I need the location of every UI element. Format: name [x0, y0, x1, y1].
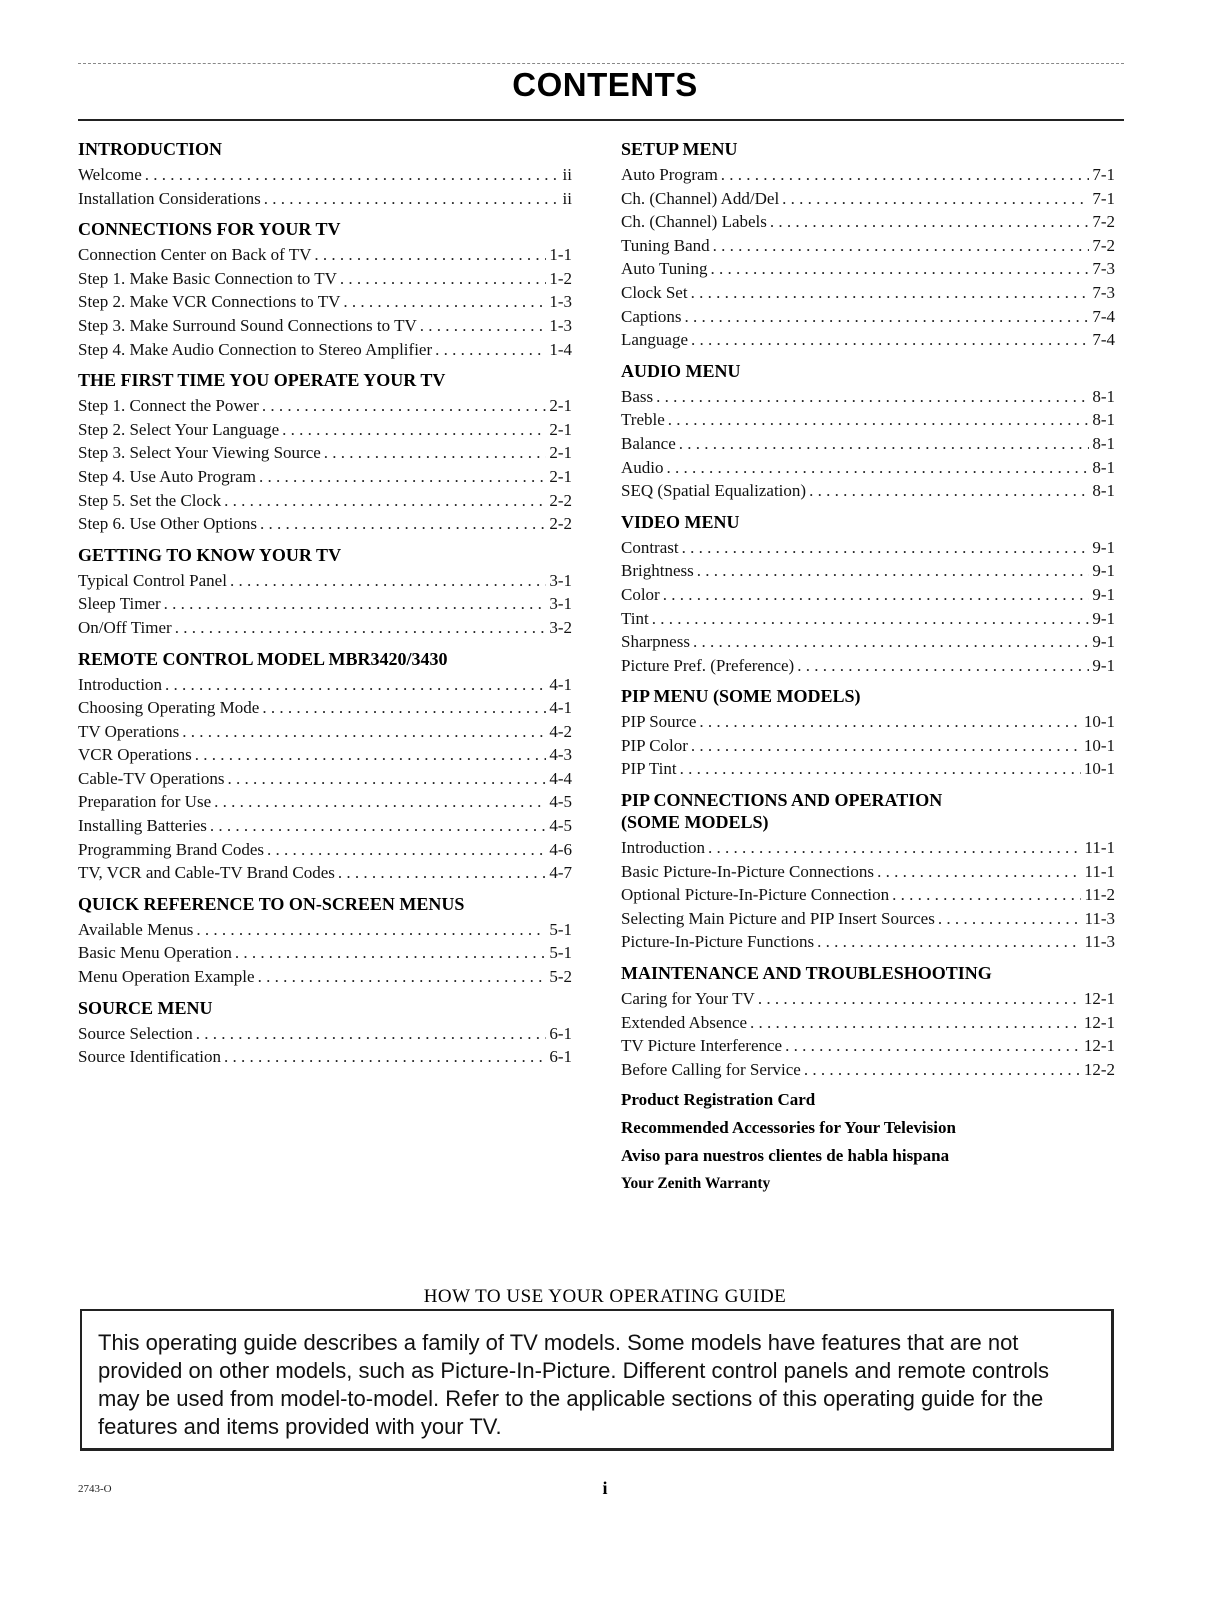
toc-entry-label: Programming Brand Codes — [78, 839, 265, 859]
toc-entry — [621, 1058, 1115, 1082]
toc-entry-page: 11-3 — [1084, 932, 1115, 952]
toc-entry — [78, 243, 572, 267]
dot-leader — [145, 163, 560, 187]
dot-leader — [196, 918, 546, 942]
toc-entry — [621, 305, 1115, 329]
toc-entry-label: Bass — [621, 386, 654, 406]
toc-entry-label: Menu Operation Example — [78, 967, 255, 987]
toc-entry-page: ii — [562, 165, 572, 184]
dot-leader — [684, 305, 1089, 329]
toc-entry — [78, 314, 572, 338]
toc-entry-label: Source Selection — [78, 1023, 193, 1043]
toc-entry-label: Auto Program — [621, 165, 718, 184]
toc-section-pip-menu-some-models — [621, 685, 1115, 781]
toc-entry-label: Step 4. Make Audio Connection to Stereo Amplifier — [78, 339, 433, 359]
toc-entry — [621, 408, 1115, 432]
top-rule — [78, 63, 1124, 64]
toc-entry-page: 2-1 — [549, 396, 572, 416]
dot-leader — [691, 734, 1081, 758]
toc-entry — [78, 418, 572, 442]
toc-entry-label: Source Identification — [78, 1047, 222, 1067]
dot-leader — [697, 559, 1090, 583]
toc-entry — [621, 860, 1115, 884]
toc-entry — [621, 1034, 1115, 1058]
toc-entry-label: Before Calling for Service — [621, 1059, 801, 1079]
toc-entry-label: Picture-In-Picture Functions — [621, 932, 815, 952]
toc-entry-page: 4-5 — [549, 792, 572, 812]
toc-right-sections — [621, 138, 1115, 1081]
toc-entry-label: Auto Tuning — [621, 259, 708, 279]
toc-entry-page: 7-2 — [1092, 212, 1115, 232]
toc-entry-label: Sharpness — [621, 632, 690, 652]
toc-entry-page: 11-1 — [1084, 838, 1115, 858]
howto-title: HOW TO USE YOUR OPERATING GUIDE — [423, 1286, 787, 1307]
toc-entry — [621, 234, 1115, 258]
toc-entry-page: 2-2 — [549, 490, 572, 510]
dot-leader — [699, 710, 1080, 734]
toc-section-connections-for-your-tv — [78, 218, 572, 361]
toc-entry — [78, 489, 572, 513]
toc-entry-page: 12-2 — [1083, 1059, 1115, 1079]
toc-entry-page: 5-1 — [549, 943, 572, 963]
toc-entry-label: Step 2. Make VCR Connections to TV — [78, 292, 341, 312]
dot-leader — [938, 907, 1082, 931]
dot-leader — [182, 720, 546, 744]
toc-entry-page: 4-2 — [549, 721, 572, 741]
toc-entry-page: 4-4 — [549, 768, 572, 788]
toc-section-the-first-time-you-operate-your-tv — [78, 369, 572, 536]
toc-entry-page: 11-1 — [1084, 861, 1115, 881]
section-heading: PIP CONNECTIONS AND OPERATION (SOME MODELS) — [621, 790, 943, 833]
toc-entry-page: 3-2 — [549, 617, 572, 637]
toc-entry — [621, 630, 1115, 654]
toc-entry-page: 1-2 — [549, 268, 572, 288]
toc-entry — [621, 187, 1115, 211]
toc-entry-label: Treble — [621, 410, 665, 430]
toc-entry-label: Contrast — [621, 537, 679, 557]
toc-entry — [621, 328, 1115, 352]
toc-entry-label: Introduction — [78, 674, 163, 694]
toc-section-remote-control-model-mbr3420-3430 — [78, 648, 572, 885]
toc-entry-label: Caring for Your TV — [621, 989, 755, 1009]
toc-entry-page: 10-1 — [1083, 759, 1115, 779]
dot-leader — [165, 673, 546, 697]
section-heading: QUICK REFERENCE TO ON-SCREEN MENUS — [78, 893, 465, 914]
toc-entry — [78, 187, 572, 211]
toc-entry-page: 8-1 — [1092, 457, 1115, 477]
toc-entry-label: TV Picture Interference — [621, 1036, 783, 1056]
toc-section-maintenance-and-troubleshooting — [621, 962, 1115, 1081]
dot-leader — [195, 743, 547, 767]
dot-leader — [343, 290, 546, 314]
toc-entry — [78, 918, 572, 942]
toc-entry-label: Basic Picture-In-Picture Connections — [621, 861, 875, 881]
toc-entry-page: 2-1 — [549, 466, 572, 486]
dot-leader — [667, 456, 1090, 480]
dot-leader — [750, 1011, 1081, 1035]
toc-entry-page: 6-1 — [549, 1023, 572, 1043]
toc-entry — [78, 338, 572, 362]
toc-entry — [621, 583, 1115, 607]
toc-entry-label: PIP Tint — [621, 759, 677, 779]
dot-leader — [210, 814, 546, 838]
dot-leader — [652, 607, 1090, 631]
dot-leader — [680, 757, 1081, 781]
section-heading: CONNECTIONS FOR YOUR TV — [78, 219, 341, 240]
toc-entry — [78, 696, 572, 720]
toc-entry-label: Step 1. Make Basic Connection to TV — [78, 268, 337, 288]
toc-entry-page: 9-1 — [1092, 655, 1115, 675]
toc-entry — [78, 1045, 572, 1069]
toc-section-pip-connections-and-operation — [621, 789, 1115, 954]
toc-entry-page: 8-1 — [1092, 410, 1115, 430]
dot-leader — [435, 338, 546, 362]
title-rule — [78, 119, 1124, 121]
toc-entry-page: 7-1 — [1092, 165, 1115, 184]
toc-section-quick-reference-to-on-screen-menus — [78, 893, 572, 989]
toc-entry-label: Typical Control Panel — [78, 570, 227, 590]
toc-entry — [621, 757, 1115, 781]
toc-entry — [78, 163, 572, 187]
toc-section-getting-to-know-your-tv — [78, 544, 572, 640]
toc-entry — [621, 456, 1115, 480]
dot-leader — [892, 883, 1081, 907]
toc-entry-label: Preparation for Use — [78, 792, 212, 812]
toc-entry — [621, 257, 1115, 281]
toc-entry — [78, 814, 572, 838]
extra-product-registration: Product Registration Card — [621, 1090, 816, 1110]
toc-entry-label: Sleep Timer — [78, 594, 161, 614]
toc-entry — [621, 281, 1115, 305]
toc-entry-label: Step 6. Use Other Options — [78, 514, 257, 534]
toc-entry-label: Available Menus — [78, 919, 194, 939]
toc-entry-label: Installing Batteries — [78, 816, 207, 836]
dot-leader — [668, 408, 1090, 432]
toc-entry — [621, 479, 1115, 503]
dot-leader — [228, 767, 547, 791]
toc-entry-label: Color — [621, 584, 660, 604]
toc-entry-page: 10-1 — [1083, 712, 1115, 732]
toc-entry-label: Step 5. Set the Clock — [78, 490, 222, 510]
toc-entry — [78, 441, 572, 465]
toc-entry-label: TV Operations — [78, 721, 180, 741]
toc-entry — [621, 385, 1115, 409]
toc-entry-page: 4-7 — [549, 863, 572, 883]
dot-leader — [340, 267, 546, 291]
toc-right-column — [621, 138, 1115, 1201]
toc-entry-label: Audio — [621, 457, 664, 477]
toc-entry-page: 3-1 — [549, 570, 572, 590]
howto-box — [80, 1309, 1114, 1451]
section-heading: VIDEO MENU — [621, 511, 740, 532]
toc-entry — [78, 743, 572, 767]
dot-leader — [264, 187, 560, 211]
toc-entry-page: 1-1 — [549, 245, 572, 265]
dot-leader — [770, 210, 1089, 234]
toc-entry-page: 7-2 — [1092, 235, 1115, 255]
toc-left-column — [78, 138, 572, 1069]
toc-entry-label: Clock Set — [621, 282, 688, 302]
toc-entry-page: 8-1 — [1092, 481, 1115, 501]
dot-leader — [262, 696, 546, 720]
dot-leader — [224, 1045, 546, 1069]
toc-section-audio-menu — [621, 360, 1115, 503]
toc-entry — [621, 163, 1115, 187]
toc-entry — [78, 569, 572, 593]
toc-entry-label: Picture Pref. (Preference) — [621, 655, 795, 675]
toc-entry — [78, 767, 572, 791]
toc-entry-label: Introduction — [621, 838, 706, 858]
section-heading: PIP MENU (SOME MODELS) — [621, 686, 861, 707]
toc-entry-label: Optional Picture-In-Picture Connection — [621, 885, 890, 905]
dot-leader — [214, 790, 546, 814]
dot-leader — [324, 441, 547, 465]
toc-entry — [78, 1022, 572, 1046]
toc-entry — [78, 512, 572, 536]
dot-leader — [682, 536, 1090, 560]
toc-entry-page: 9-1 — [1092, 537, 1115, 557]
toc-entry-page: 11-2 — [1084, 885, 1115, 905]
toc-entry — [621, 559, 1115, 583]
toc-entry-label: Basic Menu Operation — [78, 943, 232, 963]
dot-leader — [797, 654, 1089, 678]
dot-leader — [282, 418, 546, 442]
dot-leader — [260, 512, 546, 536]
toc-entry-page: 7-1 — [1092, 188, 1115, 208]
toc-entry-page: 4-1 — [549, 698, 572, 718]
section-heading: REMOTE CONTROL MODEL MBR3420/3430 — [78, 648, 448, 669]
toc-entry-page: 4-5 — [549, 816, 572, 836]
section-heading: AUDIO MENU — [621, 360, 741, 381]
toc-entry-label: TV, VCR and Cable-TV Brand Codes — [78, 863, 335, 883]
section-heading: GETTING TO KNOW YOUR TV — [78, 544, 342, 565]
page-title: CONTENTS — [512, 66, 698, 103]
toc-entry-page: 9-1 — [1092, 584, 1115, 604]
dot-leader — [710, 257, 1089, 281]
toc-entry-page: 9-1 — [1092, 561, 1115, 581]
dot-leader — [259, 465, 546, 489]
toc-entry — [621, 607, 1115, 631]
toc-entry-page: 7-4 — [1092, 330, 1115, 350]
toc-entry-label: Balance — [621, 433, 676, 453]
toc-entry — [78, 838, 572, 862]
toc-entry-page: 4-3 — [549, 745, 572, 765]
toc-entry-page: 7-3 — [1092, 282, 1115, 302]
toc-entry-label: Extended Absence — [621, 1012, 748, 1032]
section-heading: SOURCE MENU — [78, 997, 213, 1018]
extras-list — [621, 1089, 1115, 1195]
dot-leader — [164, 592, 547, 616]
toc-entry-label: On/Off Timer — [78, 617, 172, 637]
dot-leader — [691, 281, 1090, 305]
toc-entry-label: Brightness — [621, 561, 694, 581]
toc-entry-label: Ch. (Channel) Labels — [621, 212, 767, 232]
section-heading: MAINTENANCE AND TROUBLESHOOTING — [621, 963, 992, 984]
toc-entry-label: Cable-TV Operations — [78, 768, 225, 788]
toc-entry — [621, 536, 1115, 560]
toc-entry-label: Welcome — [78, 165, 142, 184]
section-heading: SETUP MENU — [621, 139, 738, 159]
toc-entry-page: 2-2 — [549, 514, 572, 534]
dot-leader — [708, 836, 1081, 860]
toc-entry-label: Connection Center on Back of TV — [78, 245, 312, 265]
toc-entry-page: 12-1 — [1083, 1012, 1115, 1032]
toc-entry-label: Ch. (Channel) Add/Del — [621, 188, 780, 208]
toc-entry-page: 4-6 — [549, 839, 572, 859]
extra-recommended-accessories: Recommended Accessories for Your Television — [621, 1118, 956, 1138]
toc-entry-label: PIP Color — [621, 735, 688, 755]
dot-leader — [804, 1058, 1081, 1082]
toc-entry-page: 8-1 — [1092, 433, 1115, 453]
toc-entry — [78, 267, 572, 291]
toc-entry-label: Step 4. Use Auto Program — [78, 466, 257, 486]
document-code: 2743-O — [78, 1483, 112, 1495]
toc-section-setup-menu — [621, 138, 1115, 352]
toc-entry-label: Tuning Band — [621, 235, 710, 255]
toc-entry-page: 7-4 — [1092, 306, 1115, 326]
toc-entry — [621, 1011, 1115, 1035]
dot-leader — [693, 630, 1089, 654]
toc-entry — [78, 465, 572, 489]
dot-leader — [235, 941, 546, 965]
toc-entry-label: SEQ (Spatial Equalization) — [621, 481, 807, 501]
toc-entry-label: Step 1. Connect the Power — [78, 396, 259, 416]
toc-entry — [621, 432, 1115, 456]
toc-entry-label: Selecting Main Picture and PIP Insert Sources — [621, 908, 935, 928]
toc-entry — [78, 673, 572, 697]
toc-entry — [78, 861, 572, 885]
toc-entry-label: VCR Operations — [78, 745, 192, 765]
toc-entry-page: 1-3 — [549, 315, 572, 335]
toc-entry-page: 2-1 — [549, 419, 572, 439]
extra-warranty: Your Zenith Warranty — [621, 1175, 771, 1193]
toc-entry — [621, 836, 1115, 860]
page-number: i — [602, 1478, 608, 1498]
toc-entry — [78, 941, 572, 965]
toc-entry-page: 8-1 — [1092, 386, 1115, 406]
toc-entry — [621, 210, 1115, 234]
dot-leader — [196, 1022, 547, 1046]
dot-leader — [713, 234, 1090, 258]
toc-entry-page: 5-2 — [549, 967, 572, 987]
toc-entry-label: Installation Considerations — [78, 188, 261, 208]
toc-entry-label: Tint — [621, 608, 649, 628]
dot-leader — [691, 328, 1089, 352]
toc-entry — [78, 720, 572, 744]
dot-leader — [817, 930, 1081, 954]
toc-entry-page: 9-1 — [1092, 608, 1115, 628]
dot-leader — [175, 616, 547, 640]
toc-entry-page: 4-1 — [549, 674, 572, 694]
toc-entry — [621, 734, 1115, 758]
dot-leader — [338, 861, 546, 885]
toc-entry-label: Step 2. Select Your Language — [78, 419, 280, 439]
toc-entry — [621, 987, 1115, 1011]
toc-entry — [78, 290, 572, 314]
toc-entry — [621, 883, 1115, 907]
toc-entry — [78, 616, 572, 640]
dot-leader — [656, 385, 1089, 409]
toc-entry-page: 10-1 — [1083, 735, 1115, 755]
dot-leader — [663, 583, 1090, 607]
extra-aviso: Aviso para nuestros clientes de habla hispana — [621, 1146, 950, 1166]
section-heading: THE FIRST TIME YOU OPERATE YOUR TV — [78, 370, 446, 391]
dot-leader — [785, 1034, 1081, 1058]
toc-entry-page: 12-1 — [1083, 1036, 1115, 1056]
dot-leader — [258, 965, 547, 989]
toc-entry-label: PIP Source — [621, 712, 697, 732]
toc-entry-page: 5-1 — [549, 919, 572, 939]
toc-entry — [621, 930, 1115, 954]
section-heading: INTRODUCTION — [78, 139, 223, 159]
dot-leader — [758, 987, 1081, 1011]
toc-entry-label: Step 3. Make Surround Sound Connections to TV — [78, 315, 417, 335]
toc-entry-label: Choosing Operating Mode — [78, 698, 260, 718]
dot-leader — [262, 394, 546, 418]
toc-entry-label: Step 3. Select Your Viewing Source — [78, 443, 321, 463]
dot-leader — [679, 432, 1090, 456]
dot-leader — [877, 860, 1081, 884]
toc-section-source-menu — [78, 997, 572, 1069]
toc-entry — [621, 907, 1115, 931]
toc-entry-page: ii — [562, 188, 572, 208]
dot-leader — [782, 187, 1089, 211]
toc-entry — [78, 394, 572, 418]
toc-section-video-menu — [621, 511, 1115, 678]
dot-leader — [224, 489, 546, 513]
dot-leader — [420, 314, 547, 338]
dot-leader — [230, 569, 546, 593]
toc-entry-page: 7-3 — [1092, 259, 1115, 279]
toc-entry-page: 6-1 — [549, 1047, 572, 1067]
toc-entry — [621, 654, 1115, 678]
dot-leader — [721, 163, 1090, 187]
toc-entry — [621, 710, 1115, 734]
toc-entry-label: Language — [621, 330, 689, 350]
toc-entry-page: 11-3 — [1084, 908, 1115, 928]
howto-text: This operating guide describes a family of TV models. Some models have features that are not provided on other models, such as Picture-In-Picture. Different control panels and remote controls may be used from model-to-model. Refer to the applicable sections of this operating guide for the features and items provided with your TV. — [98, 1330, 1049, 1439]
dot-leader — [267, 838, 546, 862]
toc-entry — [78, 592, 572, 616]
toc-entry-page: 9-1 — [1092, 632, 1115, 652]
toc-entry-page: 3-1 — [549, 594, 572, 614]
toc-entry-page: 1-3 — [549, 292, 572, 312]
toc-section-introduction — [78, 138, 572, 210]
toc-entry — [78, 790, 572, 814]
toc-entry-label: Captions — [621, 306, 682, 326]
toc-entry — [78, 965, 572, 989]
dot-leader — [809, 479, 1089, 503]
toc-entry-page: 1-4 — [549, 339, 572, 359]
dot-leader — [314, 243, 546, 267]
toc-entry-page: 12-1 — [1083, 989, 1115, 1009]
toc-entry-page: 2-1 — [549, 443, 572, 463]
